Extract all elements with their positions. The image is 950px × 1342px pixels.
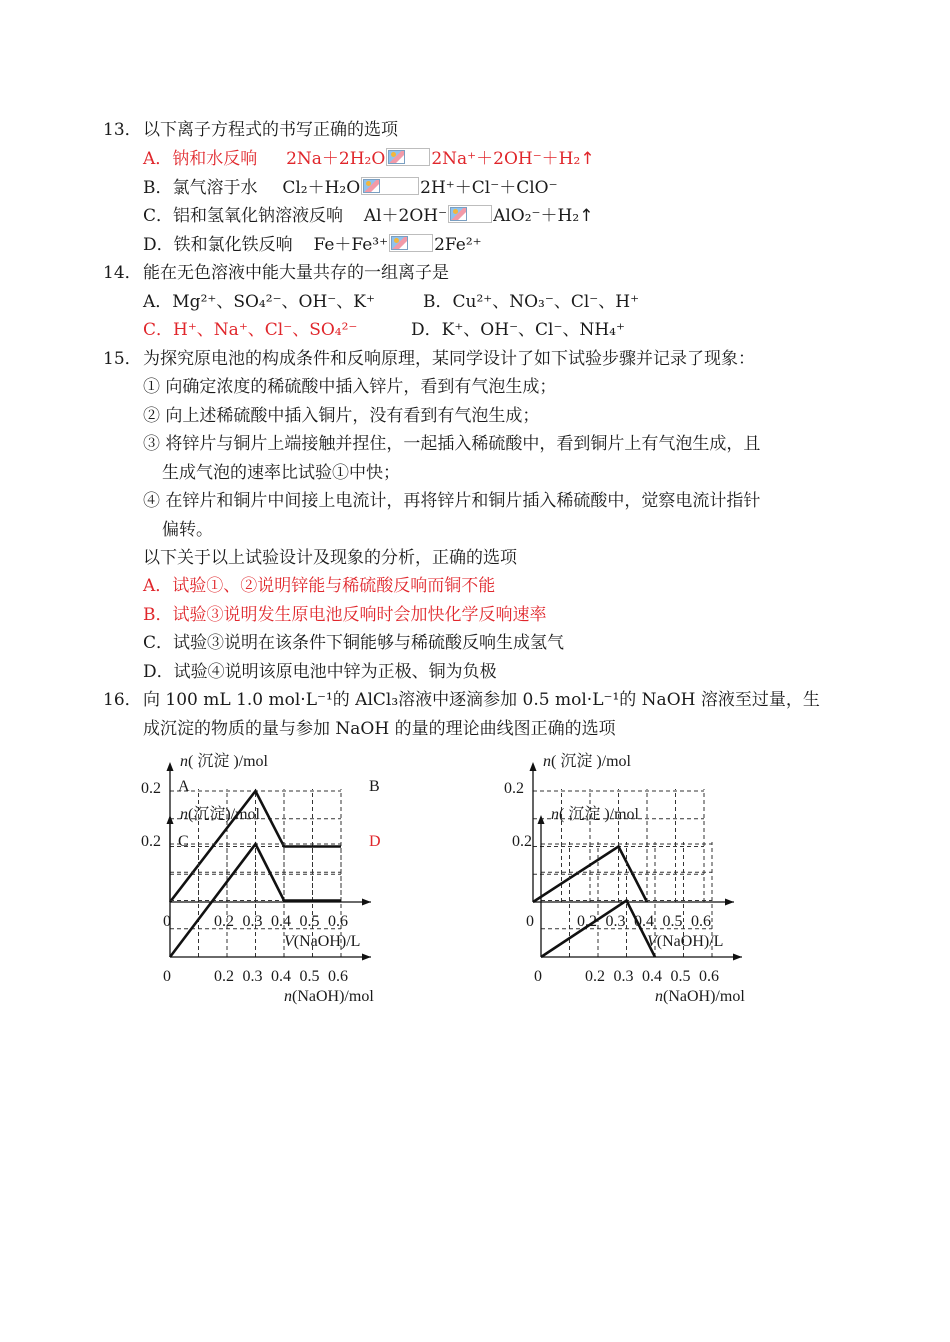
graph-a-label: A (178, 778, 190, 795)
equation-rhs: 2Na⁺＋2OH⁻＋H₂ (431, 149, 581, 169)
q15-question: 以下关于以上试验设计及现象的分析，正确的选项 (143, 548, 517, 568)
q14-option-c[interactable]: C．H⁺、Na⁺、Cl⁻、SO₄²⁻ (143, 320, 358, 340)
graph-d[interactable] (512, 805, 745, 1005)
graph-c-label: C (178, 833, 189, 850)
q14-number: 14． (103, 263, 142, 283)
equation-rhs: AlO₂⁻＋H₂ (493, 206, 580, 226)
x-axis-label: V(NaOH)/L (284, 933, 361, 950)
x-tick-label: 0.6 (699, 968, 719, 985)
gas-arrow-icon: ↑ (579, 206, 594, 226)
x-axis-arrow-icon (362, 899, 371, 906)
x-tick-label: 0.4 (634, 913, 654, 930)
q15-step-4-cont: 偏转。 (162, 520, 213, 540)
x-tick-label: 0.6 (328, 968, 348, 985)
option-label: C．铝和氢氧化钠溶液反响 (143, 206, 344, 226)
q13-number: 13． (103, 120, 142, 140)
q13-option-b[interactable] (143, 176, 558, 200)
equation-lhs: Fe＋Fe³⁺ (313, 235, 389, 255)
x-tick-label: 0.2 (585, 968, 605, 985)
gas-arrow-icon: ↑ (580, 149, 595, 169)
equation-rhs: 2H⁺＋Cl⁻＋ClO⁻ (420, 178, 558, 198)
q16-stem-line2: 成沉淀的物质的量与参加 NaOH 的量的理论曲线图正确的选项 (143, 719, 616, 739)
q13-option-c[interactable] (143, 204, 593, 228)
q14-option-a[interactable]: A．Mg²⁺、SO₄²⁻、OH⁻、K⁺ (143, 292, 375, 312)
x-axis-label: V(NaOH)/L (647, 933, 724, 950)
y-axis-label: n( 沉淀 )/mol (180, 753, 268, 770)
option-label: A．钠和水反响 (143, 149, 258, 169)
q15-option-c[interactable]: C．试验③说明在该条件下铜能够与稀硫酸反响生成氢气 (143, 633, 565, 653)
x-tick-label: 0.5 (299, 968, 320, 985)
x-axis-arrow-icon (733, 954, 742, 961)
x-tick-label: 0.2 (577, 913, 597, 930)
broken-image-icon (386, 148, 430, 166)
q14-stem: 能在无色溶液中能大量共存的一组离子是 (143, 263, 449, 283)
y-axis-arrow-icon (538, 815, 545, 824)
equation-lhs: Al＋2OH⁻ (363, 206, 448, 226)
q13-option-d[interactable] (143, 233, 482, 257)
x-tick-label: 0.4 (271, 913, 291, 930)
graph-c[interactable] (141, 805, 374, 1005)
graph-b-label: B (369, 778, 380, 795)
x-tick-label: 0.5 (670, 968, 691, 985)
equation-lhs: 2Na＋2H₂O (286, 149, 386, 169)
y-tick-label: 0.2 (141, 833, 161, 850)
q15-option-a[interactable]: A．试验①、②说明锌能与稀硫酸反响而铜不能 (143, 576, 496, 596)
x-axis-label: n(NaOH)/mol (655, 988, 745, 1005)
q14-option-b[interactable]: B．Cu²⁺、NO₃⁻、Cl⁻、H⁺ (423, 292, 640, 312)
q15-option-d[interactable]: D．试验④说明该原电池中锌为正极、铜为负极 (143, 662, 497, 682)
q15-number: 15． (103, 349, 142, 369)
graph-d-label: D (369, 833, 381, 850)
x-axis-label: n(NaOH)/mol (284, 988, 374, 1005)
x-tick-label: 0.6 (328, 913, 348, 930)
x-tick-label: 0 (163, 968, 171, 985)
x-tick-label: 0.2 (214, 968, 234, 985)
x-tick-label: 0 (534, 968, 542, 985)
x-axis-arrow-icon (725, 899, 734, 906)
x-tick-label: 0.4 (271, 968, 291, 985)
y-axis-label: n( 沉淀 )/mol (551, 806, 639, 823)
x-tick-label: 0.3 (242, 968, 263, 985)
q15-step-1: ① 向确定浓度的稀硫酸中插入锌片，看到有气泡生成； (143, 377, 557, 397)
option-label: B．氯气溶于水 (143, 178, 258, 198)
x-tick-label: 0.5 (662, 913, 683, 930)
y-tick-label: 0.2 (141, 780, 161, 797)
graph-b[interactable] (504, 752, 734, 950)
x-tick-label: 0.4 (642, 968, 662, 985)
x-tick-label: 0.3 (605, 913, 626, 930)
x-tick-label: 0.6 (691, 913, 711, 930)
q16-graphs (0, 745, 950, 1055)
x-tick-label: 0 (163, 913, 171, 930)
q16-number: 16． (103, 690, 142, 710)
q15-step-2: ② 向上述稀硫酸中插入铜片，没有看到有气泡生成； (143, 406, 540, 426)
broken-image-icon (448, 205, 492, 223)
x-tick-label: 0.3 (242, 913, 263, 930)
equation-lhs: Cl₂＋H₂O (282, 178, 361, 198)
y-axis-label: n( 沉淀 )/mol (543, 753, 631, 770)
q16-stem-line1: 向 100 mL 1.0 mol·L⁻¹的 AlCl₃溶液中逐滴参加 0.5 mol·L⁻¹的 NaOH 溶液至过量，生 (143, 690, 820, 710)
q15-step-4: ④ 在锌片和铜片中间接上电流计，再将锌片和铜片插入稀硫酸中，觉察电流计指针 (143, 491, 761, 511)
x-tick-label: 0.3 (613, 968, 634, 985)
y-tick-label: 0.2 (512, 833, 532, 850)
x-tick-label: 0.5 (299, 913, 320, 930)
q15-option-b[interactable]: B．试验③说明发生原电池反响时会加快化学反响速率 (143, 605, 547, 625)
q15-step-3: ③ 将锌片与铜片上端接触并捏住，一起插入稀硫酸中，看到铜片上有气泡生成，且 (143, 434, 761, 454)
q15-stem: 为探究原电池的构成条件和反响原理，某同学设计了如下试验步骤并记录了现象： (143, 349, 755, 369)
y-axis-label: n(沉淀)/mol (180, 806, 260, 823)
q14-option-d[interactable]: D．K⁺、OH⁻、Cl⁻、NH₄⁺ (411, 320, 625, 340)
equation-rhs: 2Fe²⁺ (434, 235, 482, 255)
y-axis-arrow-icon (530, 762, 537, 771)
q13-option-a[interactable] (143, 147, 595, 171)
x-tick-label: 0 (526, 913, 534, 930)
broken-image-icon (361, 177, 419, 195)
q15-step-3-cont: 生成气泡的速率比试验①中快； (162, 463, 400, 483)
option-label: D．铁和氯化铁反响 (143, 235, 293, 255)
y-tick-label: 0.2 (504, 780, 524, 797)
q13-stem: 以下离子方程式的书写正确的选项 (143, 120, 398, 140)
y-axis-arrow-icon (167, 815, 174, 824)
broken-image-icon (389, 234, 433, 252)
x-axis-arrow-icon (362, 954, 371, 961)
x-tick-label: 0.2 (214, 913, 234, 930)
y-axis-arrow-icon (167, 762, 174, 771)
